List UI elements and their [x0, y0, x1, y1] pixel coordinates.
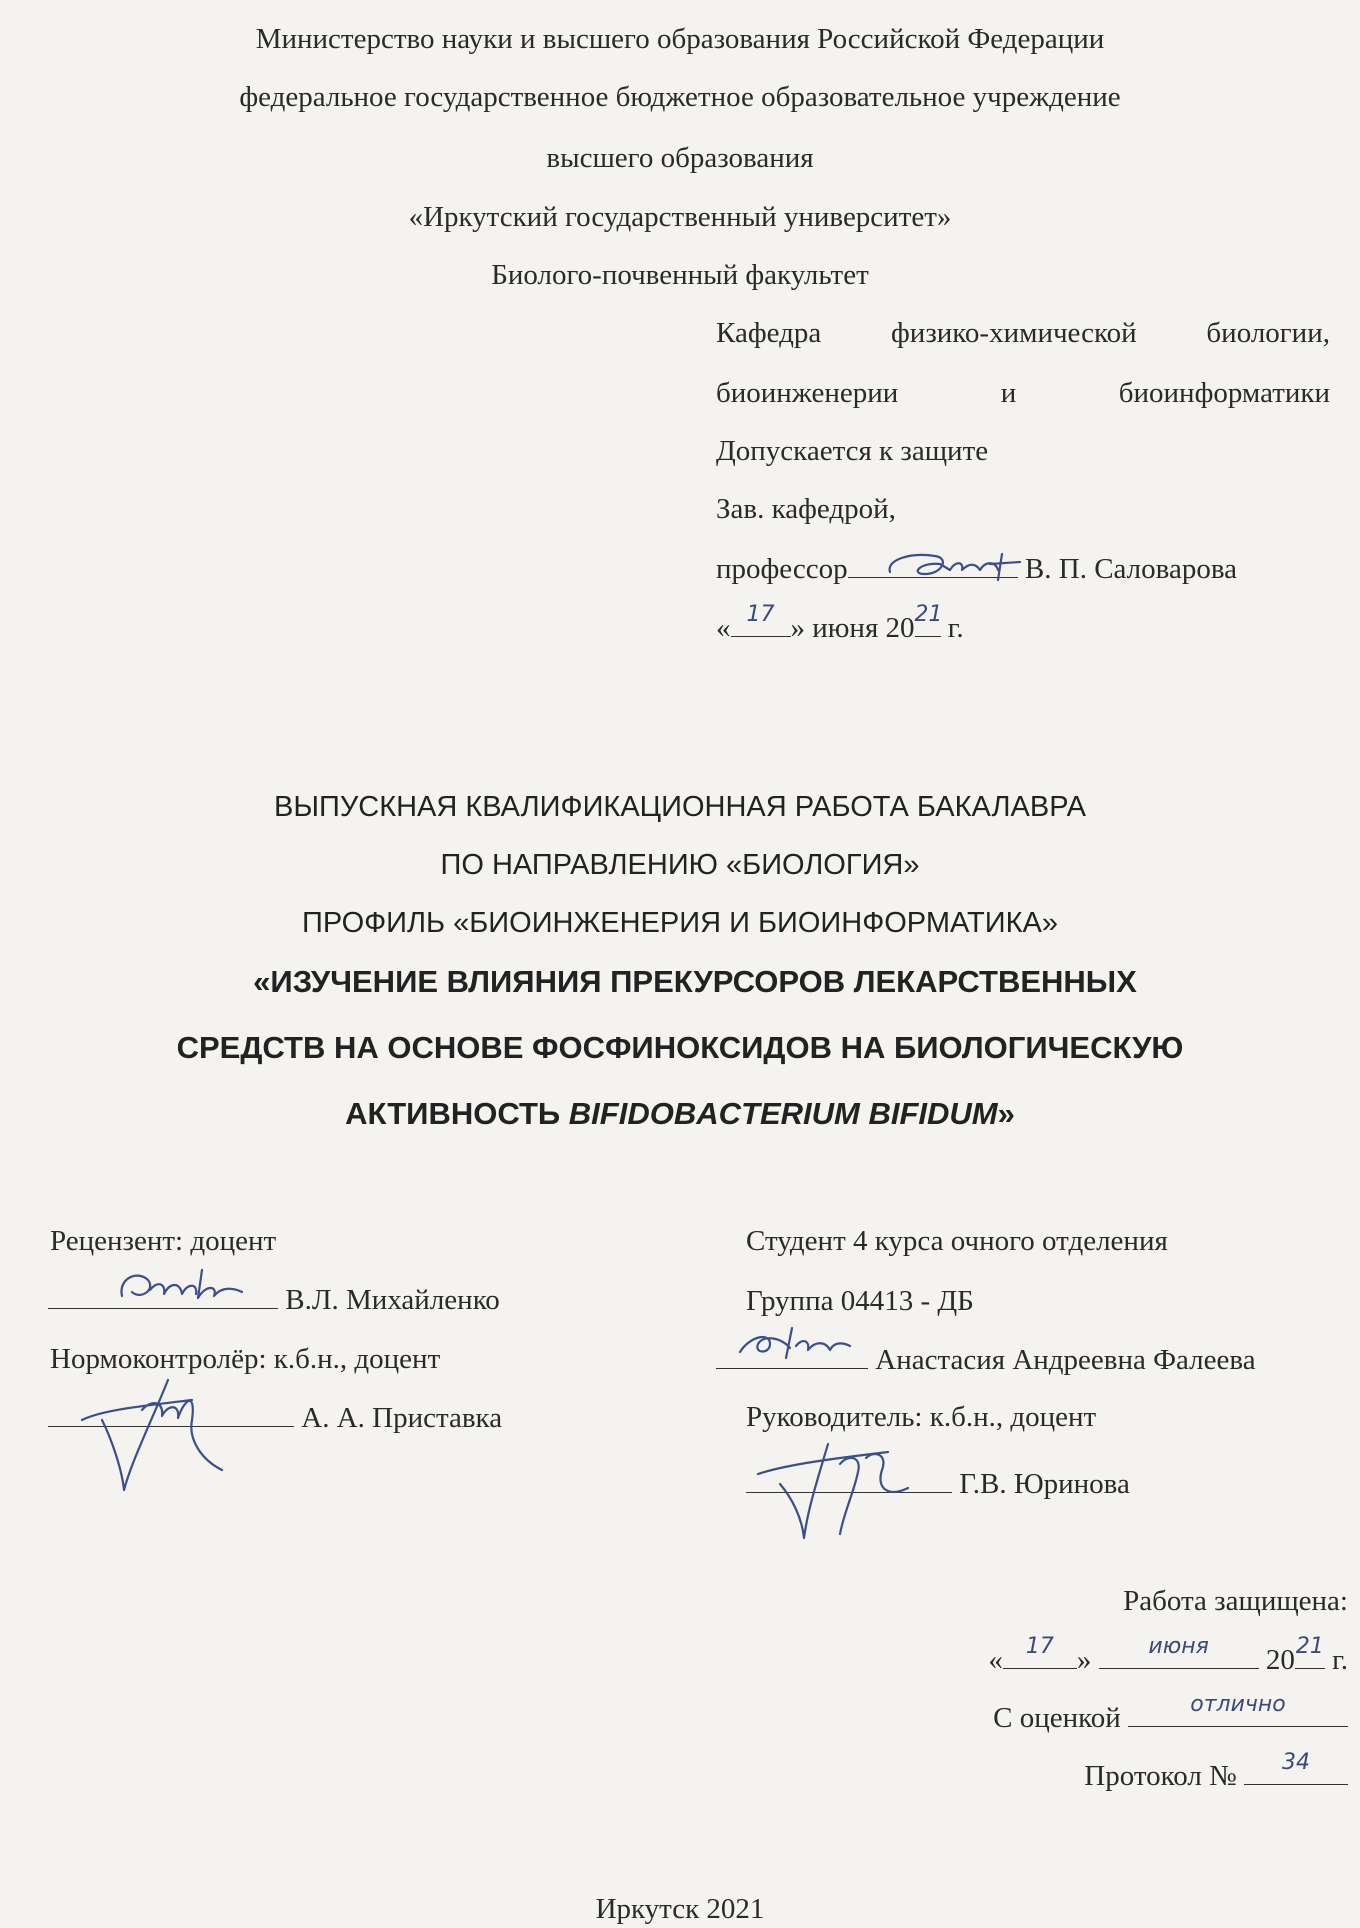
protocol-blank — [1244, 1750, 1348, 1785]
protocol-line — [1084, 1750, 1348, 1795]
date-open-quote: « — [716, 612, 731, 644]
grade-label: С оценкой — [993, 1702, 1128, 1734]
grade-handwritten: отлично — [1190, 1692, 1286, 1717]
defense-month-handwritten: июня — [1148, 1634, 1209, 1659]
topic-prefix: АКТИВНОСТЬ — [345, 1096, 569, 1131]
topic-line-2: СРЕДСТВ НА ОСНОВЕ ФОСФИНОКСИДОВ НА БИОЛОГИЧЕСКУЮ — [176, 1030, 1184, 1065]
city-year-footer: Иркутск 2021 — [595, 1893, 765, 1925]
thesis-type-line: ВЫПУСКНАЯ КВАЛИФИКАЦИОННАЯ РАБОТА БАКАЛАВРА — [274, 791, 1086, 823]
topic-line-1: «ИЗУЧЕНИЕ ВЛИЯНИЯ ПРЕКУРСОРОВ ЛЕКАРСТВЕННЫХ — [253, 964, 1137, 999]
defense-year-prefix: 20 — [1265, 1644, 1295, 1676]
topic-organism: BIFIDOBACTERIUM BIFIDUM — [568, 1096, 998, 1131]
department-word: физико-химической — [891, 317, 1137, 349]
group-label: Группа 04413 - ДБ — [746, 1285, 974, 1317]
department-line-2 — [716, 374, 1330, 412]
head-signature — [880, 540, 1040, 590]
head-label-line: Зав. кафедрой, — [716, 493, 896, 525]
defense-day-blank — [1003, 1634, 1077, 1669]
topic-close-quote: » — [997, 1096, 1015, 1131]
department-word: биоинформатики — [1118, 377, 1330, 409]
reviewer-signature — [110, 1262, 260, 1312]
student-signature — [730, 1322, 860, 1366]
education-level-line: высшего образования — [546, 142, 814, 174]
protocol-handwritten: 34 — [1282, 1750, 1310, 1775]
defense-date-open-quote: « — [988, 1644, 1003, 1676]
grade-blank — [1128, 1692, 1348, 1727]
topic-line-3 — [0, 1094, 1360, 1134]
student-label: Студент 4 курса очного отделения — [746, 1225, 1168, 1257]
professor-label: профессор — [716, 553, 848, 585]
department-word: биологии, — [1206, 317, 1330, 349]
normcontrol-label: Нормоконтролёр: к.б.н., доцент — [50, 1343, 441, 1375]
grade-line — [993, 1692, 1348, 1737]
university-line: «Иркутский государственный университет» — [408, 201, 952, 233]
direction-line: ПО НАПРАВЛЕНИЮ «БИОЛОГИЯ» — [440, 849, 920, 881]
department-word: и — [1000, 377, 1017, 409]
department-word: биоинженерии — [716, 377, 899, 409]
supervisor-signature — [748, 1428, 928, 1548]
institution-type-line: федеральное государственное бюджетное образовательное учреждение — [239, 81, 1121, 113]
student-name: Анастасия Андреевна Фалеева — [875, 1344, 1256, 1376]
head-date-line — [716, 602, 964, 647]
protocol-label: Протокол № — [1084, 1760, 1244, 1792]
reviewer-label: Рецензент: доцент — [50, 1225, 277, 1257]
defense-year-suffix: г. — [1324, 1644, 1348, 1676]
admitted-line: Допускается к защите — [716, 435, 989, 467]
reviewer-name: В.Л. Михайленко — [285, 1284, 500, 1316]
defense-year-blank — [1295, 1634, 1325, 1669]
ministry-line: Министерство науки и высшего образования Российской Федерации — [255, 23, 1105, 55]
department-line-1 — [716, 314, 1330, 352]
defense-date-close-quote: » — [1076, 1644, 1092, 1676]
defense-month-blank — [1099, 1634, 1259, 1669]
defense-year-handwritten: 21 — [1295, 1634, 1324, 1659]
date-suffix: г. — [940, 612, 964, 644]
normcontrol-name: А. А. Приставка — [301, 1402, 503, 1434]
normcontrol-signature — [72, 1360, 242, 1500]
defense-date-line — [988, 1634, 1348, 1679]
supervisor-name: Г.В. Юринова — [959, 1468, 1130, 1500]
date-day-blank — [731, 602, 791, 637]
head-name: В. П. Саловарова — [1024, 553, 1237, 585]
profile-line: ПРОФИЛЬ «БИОИНЖЕНЕРИЯ И БИОИНФОРМАТИКА» — [302, 907, 1058, 939]
faculty-line: Биолого-почвенный факультет — [491, 259, 869, 291]
supervisor-label: Руководитель: к.б.н., доцент — [746, 1401, 1097, 1433]
date-year-blank — [914, 602, 943, 637]
defense-day-handwritten: 17 — [1025, 1634, 1054, 1659]
date-month-text: » июня 20 — [790, 612, 915, 644]
defended-label: Работа защищена: — [1123, 1585, 1348, 1617]
department-word: Кафедра — [716, 317, 822, 349]
date-day-handwritten: 17 — [746, 602, 775, 627]
date-year-handwritten: 21 — [914, 602, 943, 627]
